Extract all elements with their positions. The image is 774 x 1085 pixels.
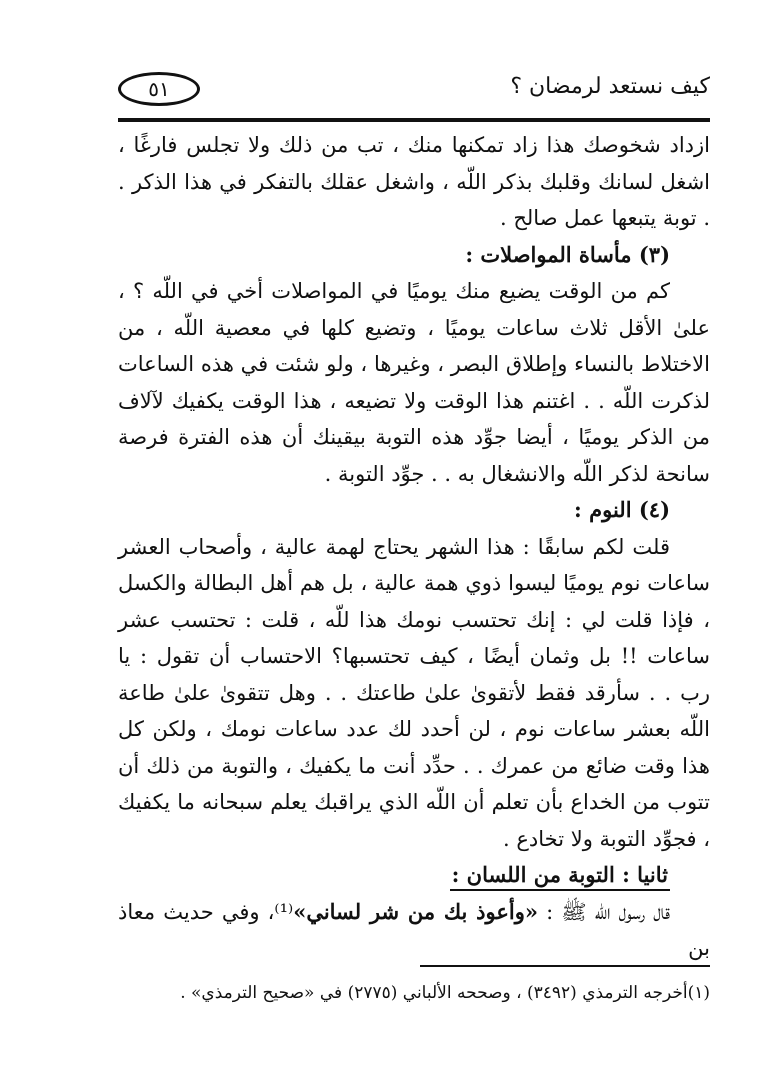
footnote-reference: ⁽¹⁾ xyxy=(274,899,294,924)
running-title: كيف نستعد لرمضان ؟ xyxy=(510,74,710,99)
paragraph-3: قلت لكم سابقًا : هذا الشهر يحتاج لهمة عالية ، وأصحاب العشر ساعات نوم يوميًا ليسوا ذوي همة عالية ، بل هم أهل البطالة والكسل ، فإذا قلت لي : إنك تحتسب نومك هذا للّه ، قلت : تحتسب عشر ساعات !! بل وثمان أيضًا ، كيف تحتسبها؟ الاحتساب أن تقول : يا رب . . سأرقد فقط لأتقوىٰ علىٰ طاعتك . . وهل تتقوىٰ علىٰ طاعة اللّه بعشر ساعات نوم ، لن أحدد لك عدد ساعات نومك ، ولكن كل هذا وقت ضائع من عمرك . . حدِّد أنت ما يكفيك ، والتوبة من ذلك أن تتوب من الخداع بأن تعلم أن اللّه الذي يراقبك يعلم سبحانه ما يكفيك ، فجوِّد التوبة ولا تخادع . xyxy=(118,534,710,851)
paragraph-2: كم من الوقت يضيع منك يوميًا في المواصلات أخي في اللّه ؟ ، علىٰ الأقل ثلاث ساعات يوميًا ، وتضيع كلها في معصية اللّه ، من الاختلاط بالنساء وإطلاق البصر ، وغيرها ، ولو شئت في هذه الساعات لذكرت اللّه . . اغتنم هذا الوقت ولا تضيعه ، هذا الوقت يكفيك لآلاف من الذكر يوميًا ، أيضا جوِّد هذه التوبة بيقينك أن هذه الفترة فرصة سانحة لذكر اللّه والانشغال به . . جوِّد التوبة . xyxy=(118,279,710,486)
page-number: ٥١ xyxy=(148,77,170,101)
page-number-badge xyxy=(118,72,200,106)
body-text xyxy=(118,127,710,967)
heading-sleep: (٤) النوم : xyxy=(574,497,670,522)
page-header xyxy=(118,72,710,112)
section-heading-tongue xyxy=(450,857,710,894)
footnote-divider xyxy=(420,965,710,967)
section-heading-text: ثانيا : التوبة من اللسان : xyxy=(450,862,670,891)
paragraph-1: ازداد شخوصك هذا زاد تمكنها منك ، تب من ذلك ولا تجلس فارغًا ، اشغل لسانك وقلبك بذكر اللّه ، واشغل عقلك بالتفكر في هذا الذكر . . توبة يتبعها عمل صالح . xyxy=(118,133,710,230)
paragraph-4-end: ، وفي حديث معاذ بن xyxy=(118,899,710,960)
header-divider xyxy=(118,118,710,122)
paragraph-4-start: قال رسول اللّه ﷺ : xyxy=(538,899,671,924)
hadith-quote: «وأعوذ بك من شر لساني» xyxy=(293,898,538,924)
heading-transport: (٣) مأساة المواصلات : xyxy=(465,241,670,267)
footnote: (١)أخرجه الترمذي (٣٤٩٢) ، وصححه الألباني (٢٧٧٥) في «صحيح الترمذي» . xyxy=(180,983,710,1003)
paragraph-4 xyxy=(118,894,710,967)
